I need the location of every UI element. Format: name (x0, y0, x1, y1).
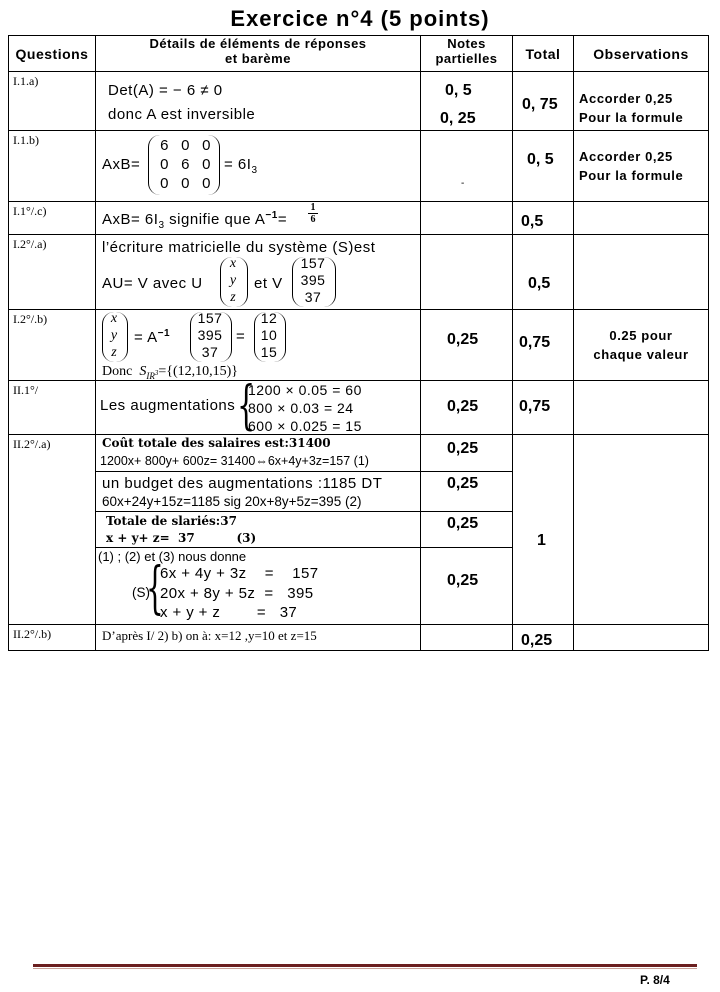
row-i2a (9, 235, 709, 310)
total-value: 0,75 (519, 334, 551, 351)
answer-details (96, 131, 421, 202)
equals-a-text: = A (134, 329, 158, 346)
partial-notes (421, 435, 513, 625)
partial-note: 0,25 (447, 398, 479, 415)
vector-xyz-entries (102, 310, 126, 361)
identity-subscript: 3 (158, 220, 165, 231)
inverse-exponent: −1 (157, 328, 171, 339)
question-label: II.2°/.b) (9, 625, 96, 651)
observation-line1: Accorder 0,25 (579, 149, 673, 164)
row-ii1 (9, 381, 709, 435)
exercise-title: Exercice n°4 (5 points) (230, 6, 490, 31)
vector-entry: 395 (197, 327, 223, 343)
answer-details (96, 381, 421, 435)
question-label: II.2°/.a) (9, 435, 96, 625)
matrix-entry: 0 (202, 175, 211, 192)
partial-note: 0, 25 (440, 110, 476, 127)
partial-notes (421, 381, 513, 435)
partial-note: 0, 5 (445, 82, 472, 99)
solution-symbol: S (139, 364, 147, 379)
header-observations: Observations (574, 36, 709, 72)
total-cell (513, 235, 574, 310)
total-cell (513, 310, 574, 381)
row-ii2a (9, 435, 709, 625)
partial-notes (421, 72, 513, 131)
total-cell (513, 435, 574, 625)
fraction (308, 202, 318, 225)
solution-set (102, 364, 238, 381)
total-value: 0,5 (521, 213, 544, 230)
matrix-entry: 6 (181, 156, 190, 173)
salary-cost-title: Coût totale des salaires est:31400 (102, 436, 331, 450)
header-details (96, 36, 421, 72)
vector-entry: 12 (260, 310, 278, 326)
matrix-entries (154, 136, 218, 193)
identity-text: = 6I (224, 156, 252, 173)
identity-equality (224, 156, 258, 176)
header-notes-line2: partielles (435, 51, 498, 66)
page-number: P. 8/4 (640, 973, 670, 987)
vector-entry: 37 (304, 289, 322, 305)
header-questions: Questions (9, 36, 96, 72)
partial-notes (421, 625, 513, 651)
observation-cell (574, 72, 709, 131)
total-value: 1 (537, 532, 546, 549)
identity-subscript: 3 (251, 165, 258, 176)
observation-cell (574, 435, 709, 625)
conclusion-text: D’après I/ 2) b) on à: x=12 ,y=10 et z=15 (102, 628, 317, 643)
statement-text: AxB= 6I (102, 211, 159, 228)
linear-system (160, 564, 318, 623)
header-notes-line1: Notes (447, 36, 486, 51)
question-label: I.2°/.a) (9, 235, 96, 310)
inverse-exponent: −1 (265, 210, 278, 221)
total-value: 0,5 (528, 275, 551, 292)
row-i1b (9, 131, 709, 202)
total-cell (513, 202, 574, 235)
observation-line2: Pour la formule (579, 110, 684, 125)
fraction-numerator: 1 (308, 202, 318, 214)
partial-note: 0,25 (447, 331, 479, 348)
inverse-line: donc A est inversible (108, 106, 256, 123)
partial-note: 0,25 (447, 440, 479, 457)
donc-text: Donc (102, 364, 133, 379)
empty-note-dash: - (461, 178, 465, 189)
statement-text2: signifie que A (164, 211, 266, 228)
vector-entry: 10 (260, 327, 278, 343)
header-details-line2: et barème (225, 51, 291, 66)
total-value: 0,75 (519, 398, 551, 415)
total-cell (513, 72, 574, 131)
employees-equation: x + y+ z= 37 (3) (106, 531, 257, 545)
total-cell (513, 131, 574, 202)
matrix-entry: 0 (181, 137, 190, 154)
vector-u-entries (220, 255, 246, 306)
partial-notes (421, 235, 513, 310)
ir-subscript: IR (146, 370, 155, 381)
system-equation: AU= V avec U (102, 275, 203, 292)
system-intro: (1) ; (2) et (3) nous donne (98, 549, 247, 564)
vector-entry: 157 (300, 255, 326, 271)
vector-v-entries (190, 310, 230, 361)
observation-cell (574, 381, 709, 435)
system-label: (S) (132, 585, 150, 600)
vector-entry: x (110, 311, 118, 326)
left-brace: { (237, 380, 256, 435)
budget-equation: 60x+24y+15z=1185 sig 20x+8y+5z=395 (2) (102, 494, 362, 509)
observation-cell (574, 202, 709, 235)
question-label: II.1°/ (9, 381, 96, 435)
answer-details (96, 435, 421, 625)
augmentation-line: 800 × 0.03 = 24 (248, 400, 354, 416)
system-equation-line: x + y + z = 37 (160, 604, 298, 621)
vector-v-entries (292, 255, 334, 306)
left-brace: { (146, 556, 164, 621)
inverse-statement (102, 210, 287, 231)
footer-rule-dark (33, 964, 697, 967)
vector-entry: x (229, 256, 237, 271)
vector-entry: 395 (300, 272, 326, 288)
header-details-line1: Détails de éléments de réponses (149, 36, 367, 51)
system-equation-line: 6x + 4y + 3z = 157 (160, 565, 319, 582)
vector-entry: 157 (197, 310, 223, 326)
det-line: Det(A) = − 6 ≠ 0 (108, 82, 223, 99)
inverse-product (134, 328, 170, 346)
matrix-entry: 0 (202, 137, 211, 154)
equals-sign: = (277, 211, 288, 228)
answer-details (96, 72, 421, 131)
vector-entry: 37 (201, 344, 219, 360)
augmentations-label: Les augmentations (100, 397, 236, 414)
partial-note: 0,25 (447, 515, 479, 532)
observation-cell (574, 131, 709, 202)
vector-entry: z (230, 290, 236, 305)
cube-exponent: 3 (154, 368, 159, 377)
question-label: I.1.a) (9, 72, 96, 131)
vector-entry: z (111, 345, 117, 360)
answer-details (96, 310, 421, 381)
row-i2b (9, 310, 709, 381)
answer-details (96, 202, 421, 235)
observation-cell (574, 625, 709, 651)
observation-cell (574, 310, 709, 381)
partial-notes (421, 131, 513, 202)
row-i1a (9, 72, 709, 131)
observation-cell (574, 235, 709, 310)
total-value: 0, 75 (522, 96, 558, 113)
vector-entry: 15 (260, 344, 278, 360)
row-ii2b (9, 625, 709, 651)
question-label: I.1.b) (9, 131, 96, 202)
header-total: Total (513, 36, 574, 72)
augmentation-line: 1200 × 0.05 = 60 (248, 382, 362, 398)
partial-notes (421, 202, 513, 235)
budget-title: un budget des augmentations :1185 DT (102, 475, 383, 492)
total-cell (513, 381, 574, 435)
matrix-entry: 0 (202, 156, 211, 173)
header-notes (421, 36, 513, 72)
partial-note: 0,25 (447, 572, 479, 589)
total-cell (513, 625, 574, 651)
augmentation-lines (248, 381, 362, 435)
grading-table (8, 35, 709, 651)
vector-entry: y (110, 328, 118, 343)
solution-vector-entries (254, 310, 284, 361)
fraction-denominator: 6 (310, 214, 316, 225)
matrix-writing-intro: l’écriture matricielle du système (S)est (102, 239, 376, 256)
question-label: I.2°/.b) (9, 310, 96, 381)
observation-line2: chaque valeur (593, 347, 689, 362)
vector-entry: y (229, 273, 237, 288)
matrix-entry: 6 (160, 137, 169, 154)
partial-note: 0,25 (447, 475, 479, 492)
et-v-label: et V (254, 275, 283, 292)
matrix-entry: 0 (181, 175, 190, 192)
system-equation-line: 20x + 8y + 5z = 395 (160, 584, 314, 602)
augmentation-line: 600 × 0.025 = 15 (248, 418, 362, 434)
partial-notes (421, 310, 513, 381)
equals-sign: = (236, 328, 246, 345)
salary-cost-equation: 1200x+ 800y+ 600z= 31400⇔6x+4y+3z=157 (1) (100, 454, 369, 468)
solution-value: ={(12,10,15)} (158, 364, 238, 379)
matrix-entry: 0 (160, 156, 169, 173)
footer-rule-light (33, 968, 697, 969)
answer-details (96, 625, 421, 651)
observation-line1: Accorder 0,25 (579, 91, 673, 106)
observation-line1: 0.25 pour (609, 328, 673, 343)
product-label: AxB= (102, 156, 141, 173)
row-i1c (9, 202, 709, 235)
total-value: 0, 5 (527, 151, 554, 168)
matrix-entry: 0 (160, 175, 169, 192)
observation-line2: Pour la formule (579, 168, 684, 183)
answer-details (96, 235, 421, 310)
total-value: 0,25 (521, 632, 553, 649)
employees-title: Totale de slariés:37 (106, 514, 237, 528)
header-row (9, 36, 709, 72)
question-label: I.1°/.c) (9, 202, 96, 235)
